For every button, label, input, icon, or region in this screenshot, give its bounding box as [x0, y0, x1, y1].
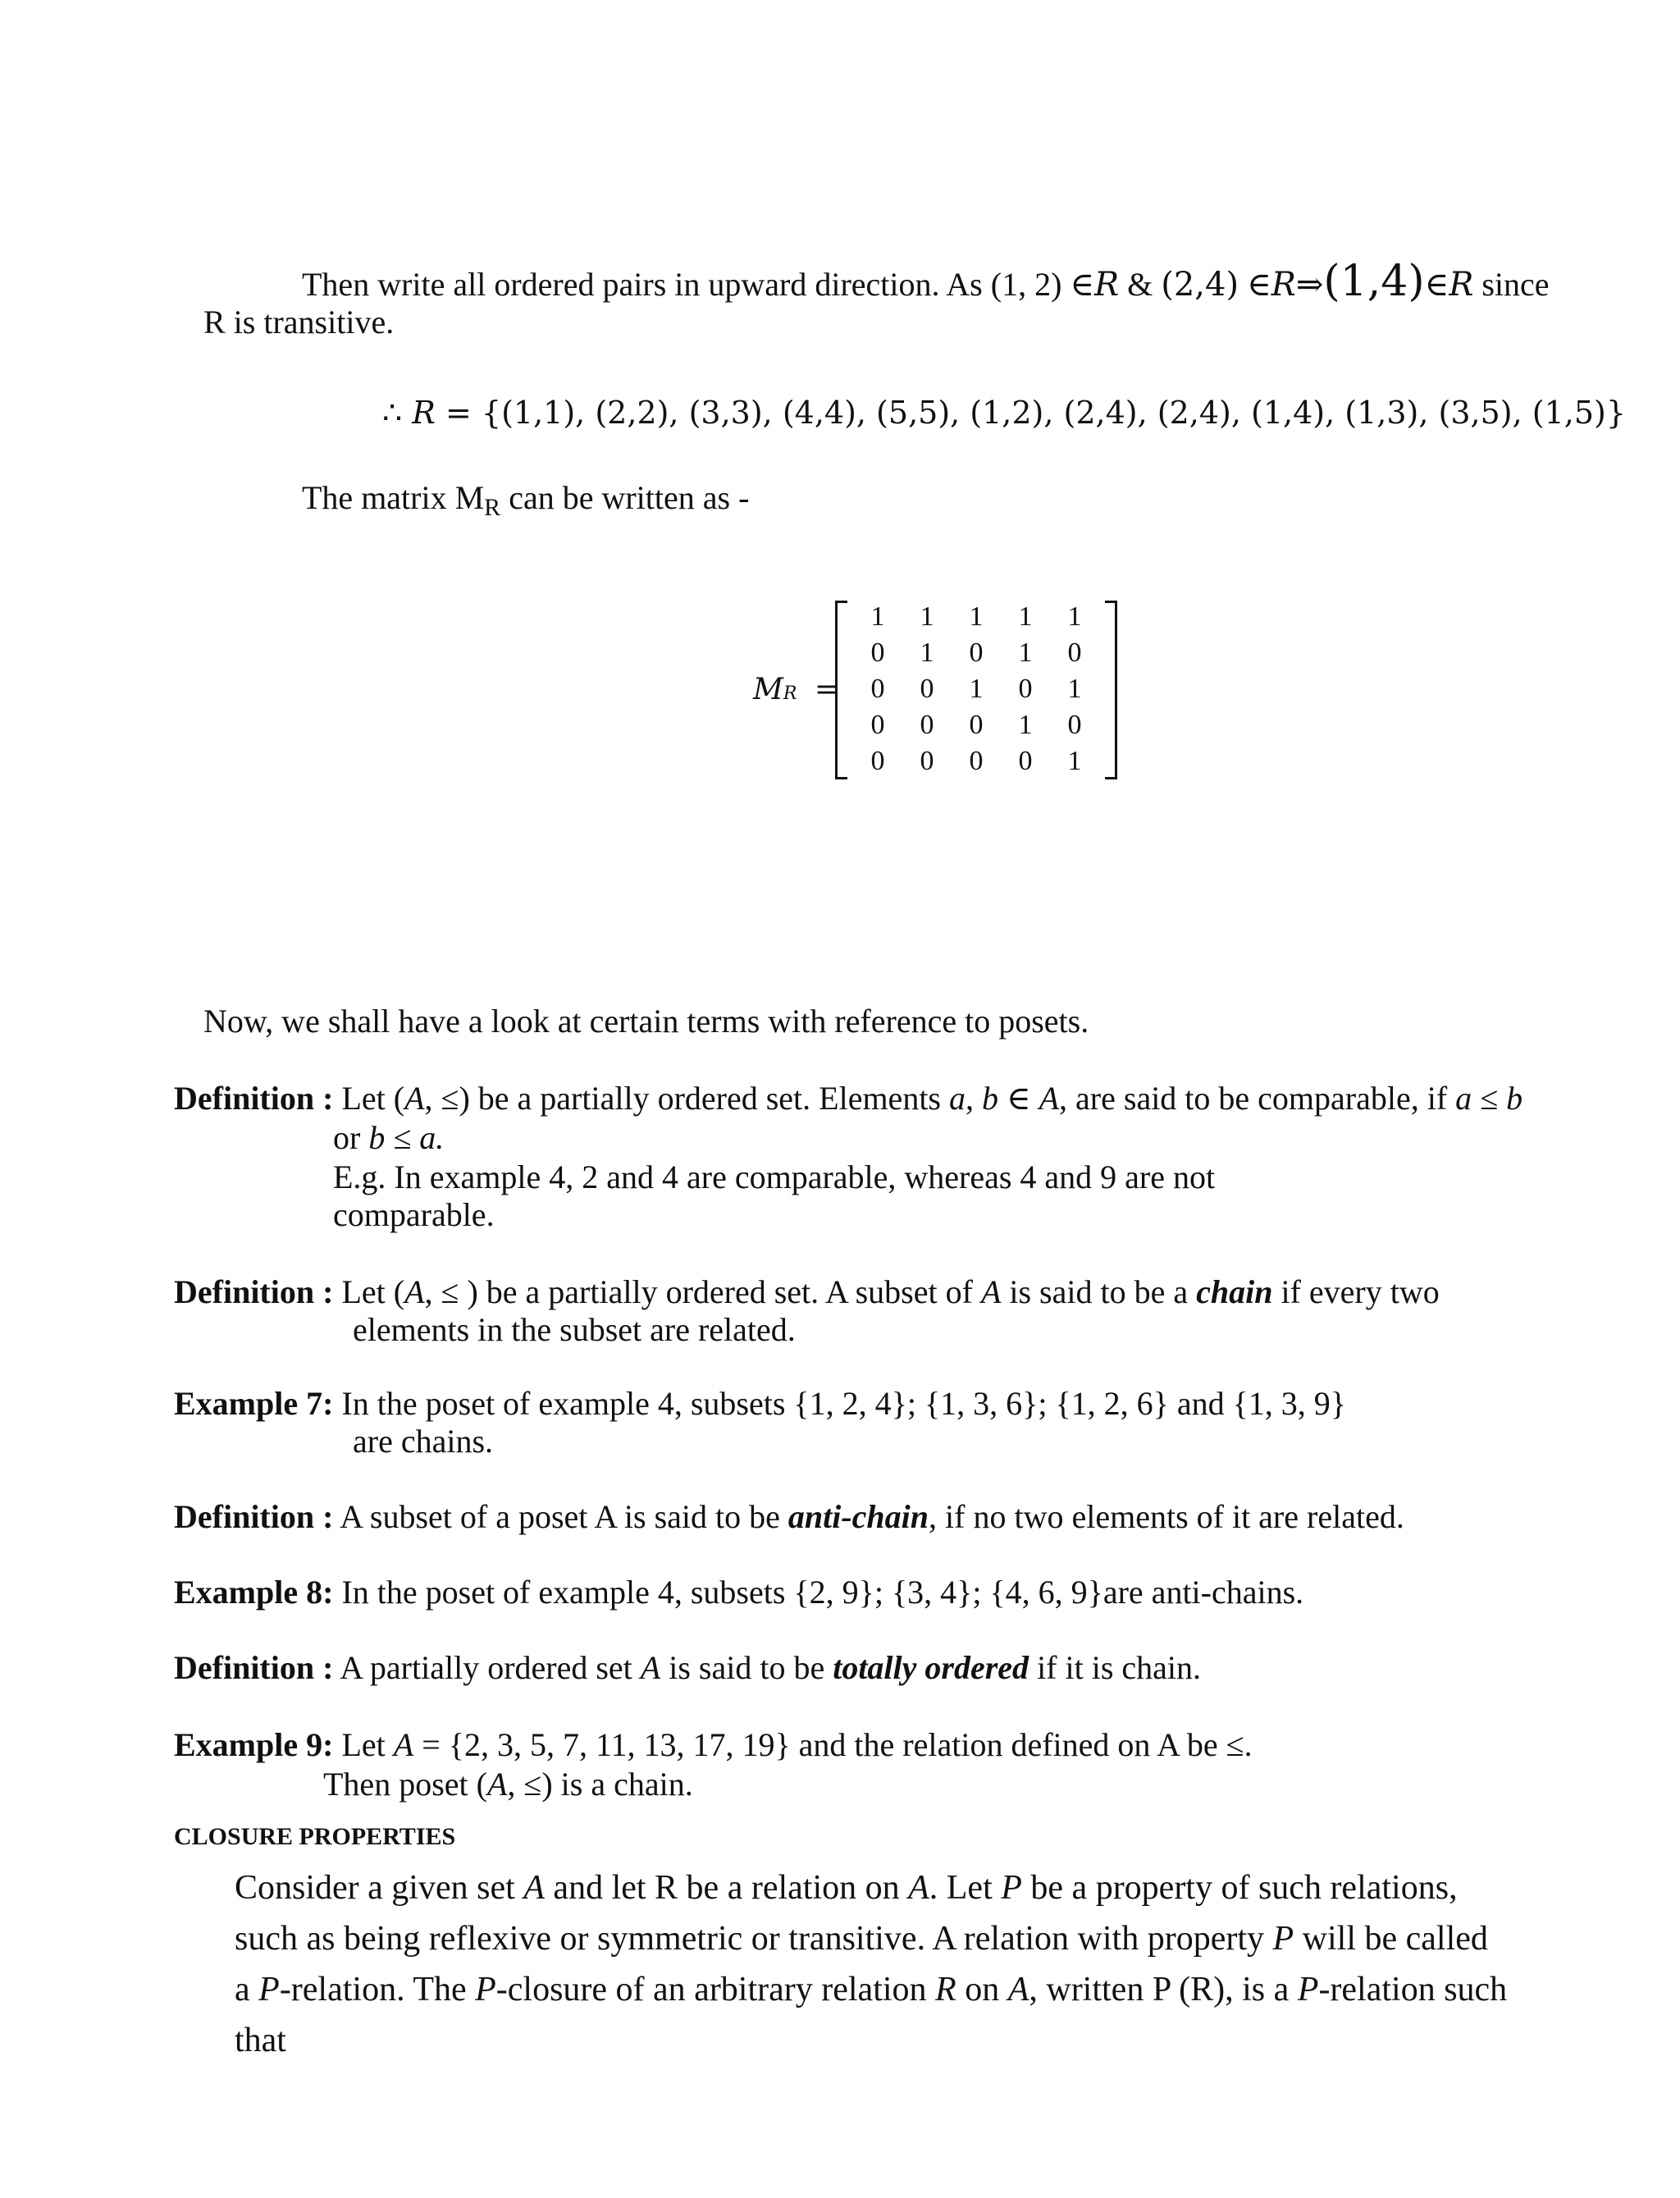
example-9-line2: Then poset (A, ≤) is a chain. [323, 1766, 693, 1803]
matrix-cell: 0 [1067, 637, 1082, 668]
definition-comparable-line2: or b ≤ a. [333, 1119, 445, 1156]
matrix-cell: 0 [1018, 674, 1033, 704]
matrix-cell: 1 [1067, 674, 1082, 704]
matrix-cell: 1 [1018, 637, 1033, 668]
matrix-cell: 0 [1018, 746, 1033, 776]
matrix-cell: 1 [1067, 746, 1082, 776]
matrix-cell: 0 [969, 746, 984, 776]
paragraph-posets-intro: Now, we shall have a look at certain terms with reference to posets. [203, 1003, 1089, 1040]
example-7: Example 7: In the poset of example 4, subsets {1, 2, 4}; {1, 3, 6}; {1, 2, 6} and {1, 3, 9} [174, 1385, 1347, 1422]
closure-paragraph-line4: that [235, 2022, 286, 2059]
paragraph-upward-pairs: Then write all ordered pairs in upward direction. As (1, 2) ∈R & (2,4) ∈R⇒(1,4)∈R since [302, 257, 1550, 306]
matrix-cell: 0 [870, 710, 885, 740]
example-9: Example 9: Let A = {2, 3, 5, 7, 11, 13, 17, 19} and the relation defined on A be ≤. [174, 1726, 1253, 1763]
definition-chain: Definition : Let (A, ≤ ) be a partially ordered set. A subset of A is said to be a chain if every two [174, 1273, 1440, 1310]
closure-paragraph-line1: Consider a given set A and let R be a relation on A. Let P be a property of such relations, [235, 1869, 1458, 1907]
matrix-grid [853, 599, 1099, 779]
matrix-cell: 1 [870, 601, 885, 632]
relation-matrix [835, 599, 1117, 778]
closure-paragraph-line2: such as being reflexive or symmetric or transitive. A relation with property P will be called [235, 1920, 1488, 1958]
matrix-cell: 0 [920, 710, 934, 740]
definition-chain-line2: elements in the subset are related. [353, 1311, 796, 1348]
matrix-cell: 1 [920, 601, 934, 632]
matrix-cell: 1 [1067, 601, 1082, 632]
definition-comparable-example: E.g. In example 4, 2 and 4 are comparable, whereas 4 and 9 are not [333, 1158, 1216, 1195]
matrix-cell: 1 [969, 674, 984, 704]
matrix-cell: 0 [920, 746, 934, 776]
example-7-line2: are chains. [353, 1423, 494, 1460]
relation-set-equation: ∴ R = {(1,1), (2,2), (3,3), (4,4), (5,5), (1,2), (2,4), (2,4), (1,4), (1,3), (3,5), (1,5)} [382, 395, 1627, 431]
definition-anti-chain: Definition : A subset of a poset A is said to be anti-chain, if no two elements of it are related. [174, 1498, 1404, 1535]
definition-totally-ordered: Definition : A partially ordered set A is said to be totally ordered if it is chain. [174, 1649, 1202, 1686]
matrix-cell: 1 [920, 637, 934, 668]
closure-paragraph-line3: a P-relation. The P-closure of an arbitrary relation R on A, written P (R), is a P-relation such [235, 1971, 1508, 2008]
matrix-cell: 0 [1067, 710, 1082, 740]
matrix-label: MR = [753, 673, 840, 706]
matrix-cell: 1 [1018, 710, 1033, 740]
matrix-cell: 1 [1018, 601, 1033, 632]
section-heading-closure: CLOSURE PROPERTIES [174, 1823, 456, 1850]
matrix-right-bracket [1105, 601, 1117, 779]
matrix-cell: 0 [969, 637, 984, 668]
matrix-cell: 0 [870, 637, 885, 668]
matrix-cell: 1 [969, 601, 984, 632]
matrix-cell: 0 [969, 710, 984, 740]
matrix-left-bracket [835, 601, 847, 779]
example-8: Example 8: In the poset of example 4, subsets {2, 9}; {3, 4}; {4, 6, 9}are anti-chains. [174, 1574, 1304, 1611]
definition-comparable: Definition : Let (A, ≤) be a partially ordered set. Elements a, b ∈ A, are said to be comparable, if a ≤ b [174, 1080, 1523, 1117]
matrix-cell: 0 [870, 746, 885, 776]
definition-comparable-example-line2: comparable. [333, 1196, 495, 1233]
matrix-intro: The matrix $M_R$ can be written as - [302, 479, 750, 521]
matrix-cell: 0 [920, 674, 934, 704]
paragraph-upward-pairs-line2: R is transitive. [203, 304, 395, 340]
matrix-cell: 0 [870, 674, 885, 704]
